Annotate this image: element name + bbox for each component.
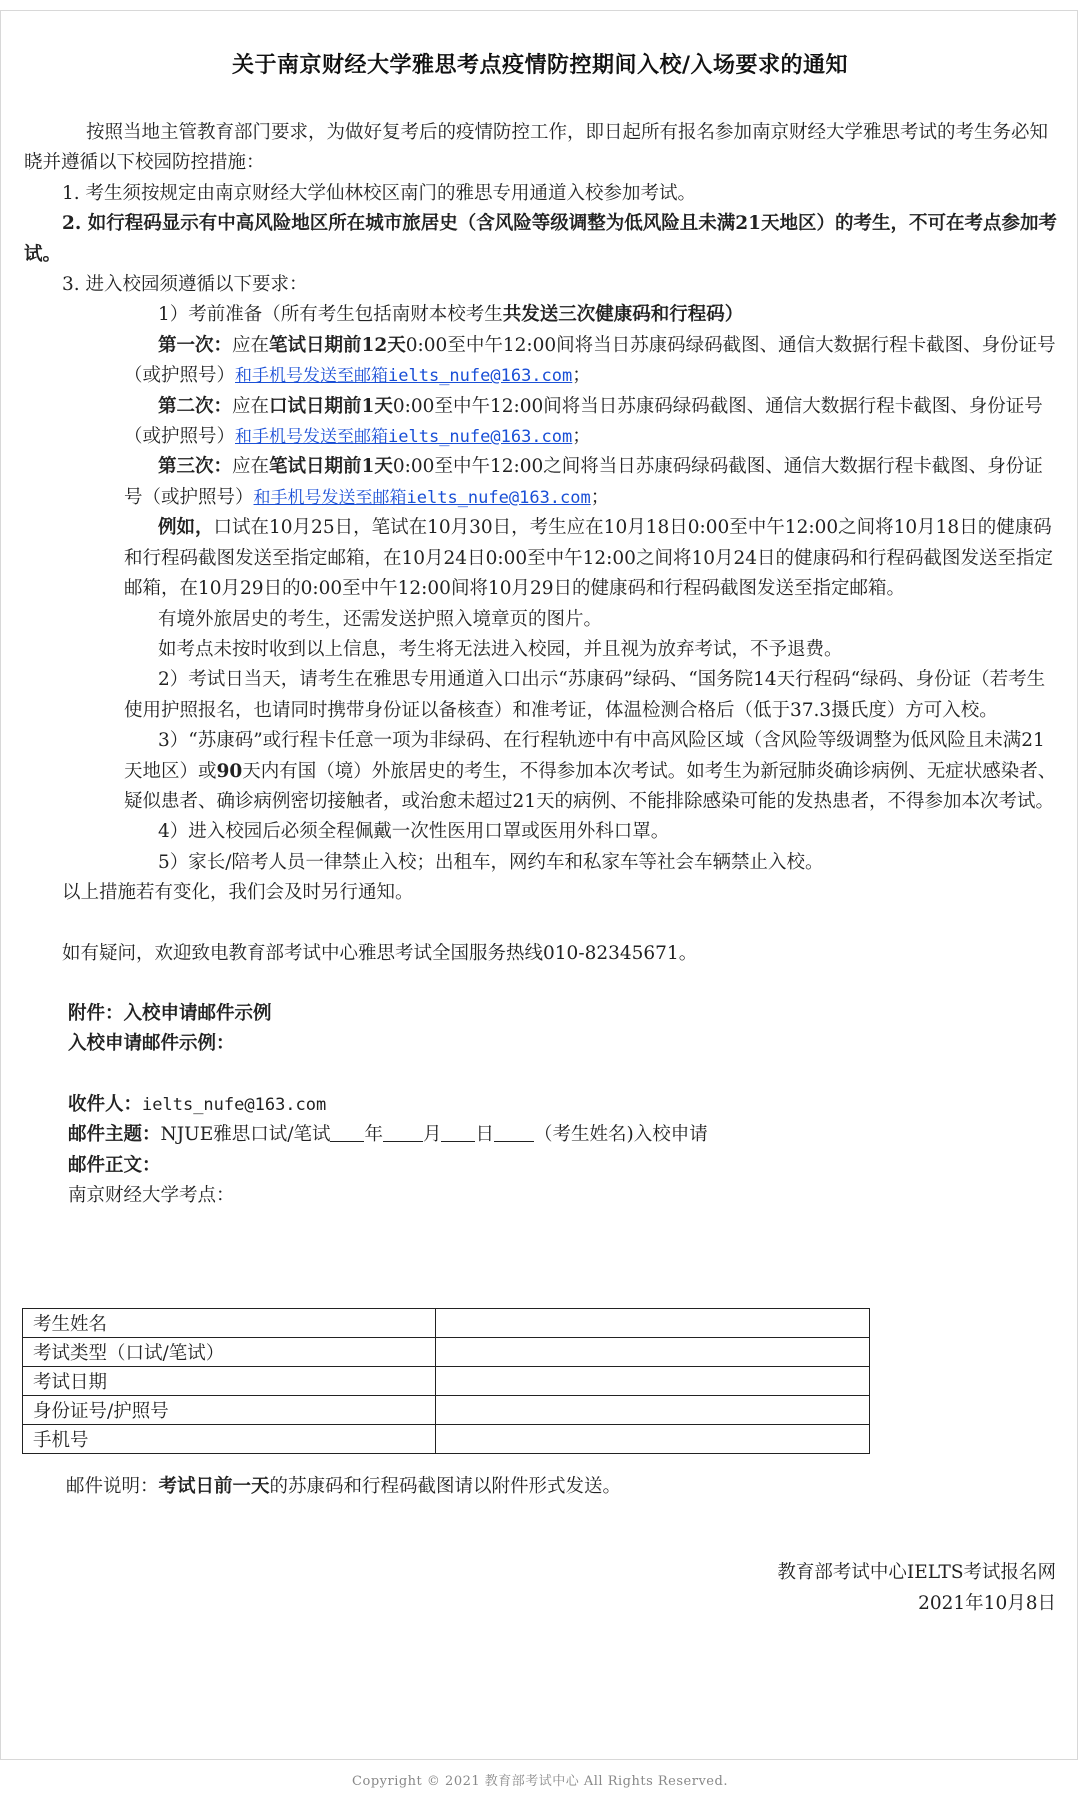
subject-label: 邮件主题： <box>68 1124 161 1146</box>
req-1-bold: 共发送三次健康码和行程码） <box>502 304 744 326</box>
req-3 <box>24 726 1058 817</box>
salutation: 南京财经大学考点： <box>68 1185 235 1206</box>
subject-year: 年 <box>364 1124 383 1146</box>
attachment-title <box>24 999 1058 1029</box>
first-semicolon: ； <box>572 365 591 387</box>
email-link-2[interactable]: 和手机号发送至邮箱ielts_nufe@163.com <box>235 427 573 448</box>
subject-month: 月 <box>422 1124 442 1146</box>
first-bold: 笔试日期前12天 <box>269 334 406 356</box>
subject-prefix: NJUE雅思口试/笔试 <box>160 1124 331 1146</box>
blank-exam <box>330 1123 364 1142</box>
req-3-text-b: 天内有国（境）外旅居史的考生，不得参加本次考试。如考生为新冠肺炎确诊病例、无症状感染者、疑似患者、确诊病例密切接触者，或治愈未超过21天的病例、不能排除感染可能的发热患者，不得参加本次考试。 <box>124 760 1057 812</box>
first-text: 0:00至中午12:00间将当日苏康码绿码截图、通信大数据行程卡截图、身份证号（或护照号） <box>124 334 1056 387</box>
attachment-subtitle-text: 入校申请邮件示例： <box>68 1033 235 1055</box>
table-cell-label: 手机号 <box>23 1425 436 1454</box>
attachment-subtitle <box>24 1029 1058 1059</box>
recipient-line <box>24 1090 1058 1120</box>
second-send <box>24 392 1058 453</box>
late-note: 如考点未按时收到以上信息，考生将无法进入校园，并且视为放弃考试，不予退费。 <box>158 638 843 660</box>
table-cell-value <box>436 1425 870 1454</box>
third-semicolon: ； <box>590 486 610 508</box>
overseas-note: 有境外旅居史的考生，还需发送护照入境章页的图片。 <box>158 608 603 630</box>
page-title: 关于南京财经大学雅思考点疫情防控期间入校/入场要求的通知 <box>231 53 849 78</box>
item-2-text: 2. 如行程码显示有中高风险地区所在城市旅居史（含风险等级调整为低风险且未满21天地区）的考生，不可在考点参加考试。 <box>24 213 1058 265</box>
sign-date: 2021年10月8日 <box>918 1592 1056 1614</box>
table-row <box>23 1425 870 1454</box>
change-note: 以上措施若有变化，我们会及时另行通知。 <box>62 882 414 904</box>
table-cell-label: 身份证号/护照号 <box>23 1396 436 1425</box>
req-2: 2）考试日当天，请考生在雅思专用通道入口出示“苏康码”绿码、“国务院14天行程码“绿码、身份证（若考生使用护照报名，也请同时携带身份证以备核查）和准考证，体温检测合格后（低于37.3摄氏度）方可入校。 <box>124 669 1046 721</box>
attachment-title-text: 附件：入校申请邮件示例 <box>68 1002 272 1024</box>
table-cell-value <box>436 1338 870 1367</box>
table-row <box>23 1338 870 1367</box>
recipient-label: 收件人： <box>68 1093 143 1115</box>
signature-block <box>777 1558 1056 1619</box>
second-a: 应在 <box>232 395 270 417</box>
req-3-bold: 90 <box>216 760 243 782</box>
table-row <box>23 1367 870 1396</box>
example-text: 口试在10月25日，笔试在10月30日，考生应在10月18日0:00至中午12:00之间将10月18日的健康码和行程码截图发送至指定邮箱，在10月24日0:00至中午12:00之间将10月24日的健康码和行程码截图发送至指定邮箱，在10月29日的0:00至中午12:00间将10月29日的健康码和行程码截图发送至指定邮箱。 <box>124 517 1054 600</box>
req-4: 4）进入校园后必须全程佩戴一次性医用口罩或医用外科口罩。 <box>158 821 670 843</box>
example-paragraph <box>24 513 1058 604</box>
note-bold: 考试日前一天 <box>158 1476 270 1497</box>
item-2 <box>24 209 1058 270</box>
note-label: 邮件说明： <box>66 1476 159 1497</box>
table-row <box>23 1309 870 1338</box>
third-a: 应在 <box>232 456 270 478</box>
copyright-footer: Copyright © 2021 教育部考试中心 All Rights Reserved. <box>352 1774 728 1789</box>
req-3-text-a: 3）“苏康码”或行程卡任意一项为非绿码、在行程轨迹中有中高风险区域（含风险等级调整为低风险且未满21天地区）或 <box>124 730 1045 782</box>
third-text: 0:00至中午12:00之间将当日苏康码绿码截图、通信大数据行程卡截图、身份证号（或护照号） <box>124 456 1043 508</box>
first-label: 第一次： <box>158 334 233 356</box>
first-send <box>24 331 1058 392</box>
req-1 <box>24 300 1058 330</box>
second-semicolon: ； <box>572 426 591 448</box>
email-info-table <box>22 1308 870 1454</box>
example-label: 例如， <box>158 517 214 539</box>
contact-note: 如有疑问，欢迎致电教育部考试中心雅思考试全国服务热线010-82345671。 <box>62 942 698 964</box>
table-cell-label: 考试日期 <box>23 1367 436 1396</box>
table-cell-value <box>436 1396 870 1425</box>
second-bold: 口试日期前1天 <box>269 395 393 417</box>
third-send <box>24 452 1058 513</box>
subject-day: 日 <box>475 1124 494 1146</box>
email-note <box>66 1472 621 1502</box>
third-label: 第三次： <box>158 456 233 478</box>
table-cell-value <box>436 1367 870 1396</box>
recipient-value: ielts_nufe@163.com <box>142 1094 327 1115</box>
email-link-1[interactable]: 和手机号发送至邮箱ielts_nufe@163.com <box>235 366 573 387</box>
sign-org: 教育部考试中心IELTS考试报名网 <box>777 1562 1056 1583</box>
first-a: 应在 <box>232 334 270 356</box>
intro-paragraph: 按照当地主管教育部门要求，为做好复考后的疫情防控工作，即日起所有报名参加南京财经大学雅思考试的考生务必知晓并遵循以下校园防控措施： <box>24 122 1049 174</box>
email-link-3[interactable]: 和手机号发送至邮箱ielts_nufe@163.com <box>253 487 591 508</box>
table-cell-label: 考试类型（口试/笔试） <box>23 1338 436 1367</box>
item-1: 1. 考生须按规定由南京财经大学仙林校区南门的雅思专用通道入校参加考试。 <box>62 182 697 204</box>
notice-body <box>24 118 1058 1211</box>
blank-month <box>441 1123 475 1142</box>
item-3: 3. 进入校园须遵循以下要求： <box>62 274 308 296</box>
note-rest: 的苏康码和行程码截图请以附件形式发送。 <box>269 1476 622 1497</box>
req-1-text: 1）考前准备（所有考生包括南财本校考生 <box>158 304 503 326</box>
subject-line <box>24 1120 1058 1150</box>
table-cell-value <box>436 1309 870 1338</box>
body-label-line <box>24 1151 1058 1181</box>
third-bold: 笔试日期前1天 <box>269 456 393 478</box>
table-row <box>23 1396 870 1425</box>
blank-day <box>494 1123 534 1142</box>
blank-year <box>383 1123 423 1142</box>
req-5: 5）家长/陪考人员一律禁止入校；出租车，网约车和私家车等社会车辆禁止入校。 <box>158 851 824 873</box>
second-label: 第二次： <box>158 395 233 417</box>
body-label: 邮件正文： <box>68 1154 161 1176</box>
second-text: 0:00至中午12:00间将当日苏康码绿码截图、通信大数据行程卡截图、身份证号（或护照号） <box>124 395 1043 448</box>
table-cell-label: 考生姓名 <box>23 1309 436 1338</box>
subject-suffix: （考生姓名)入校申请 <box>534 1124 708 1146</box>
